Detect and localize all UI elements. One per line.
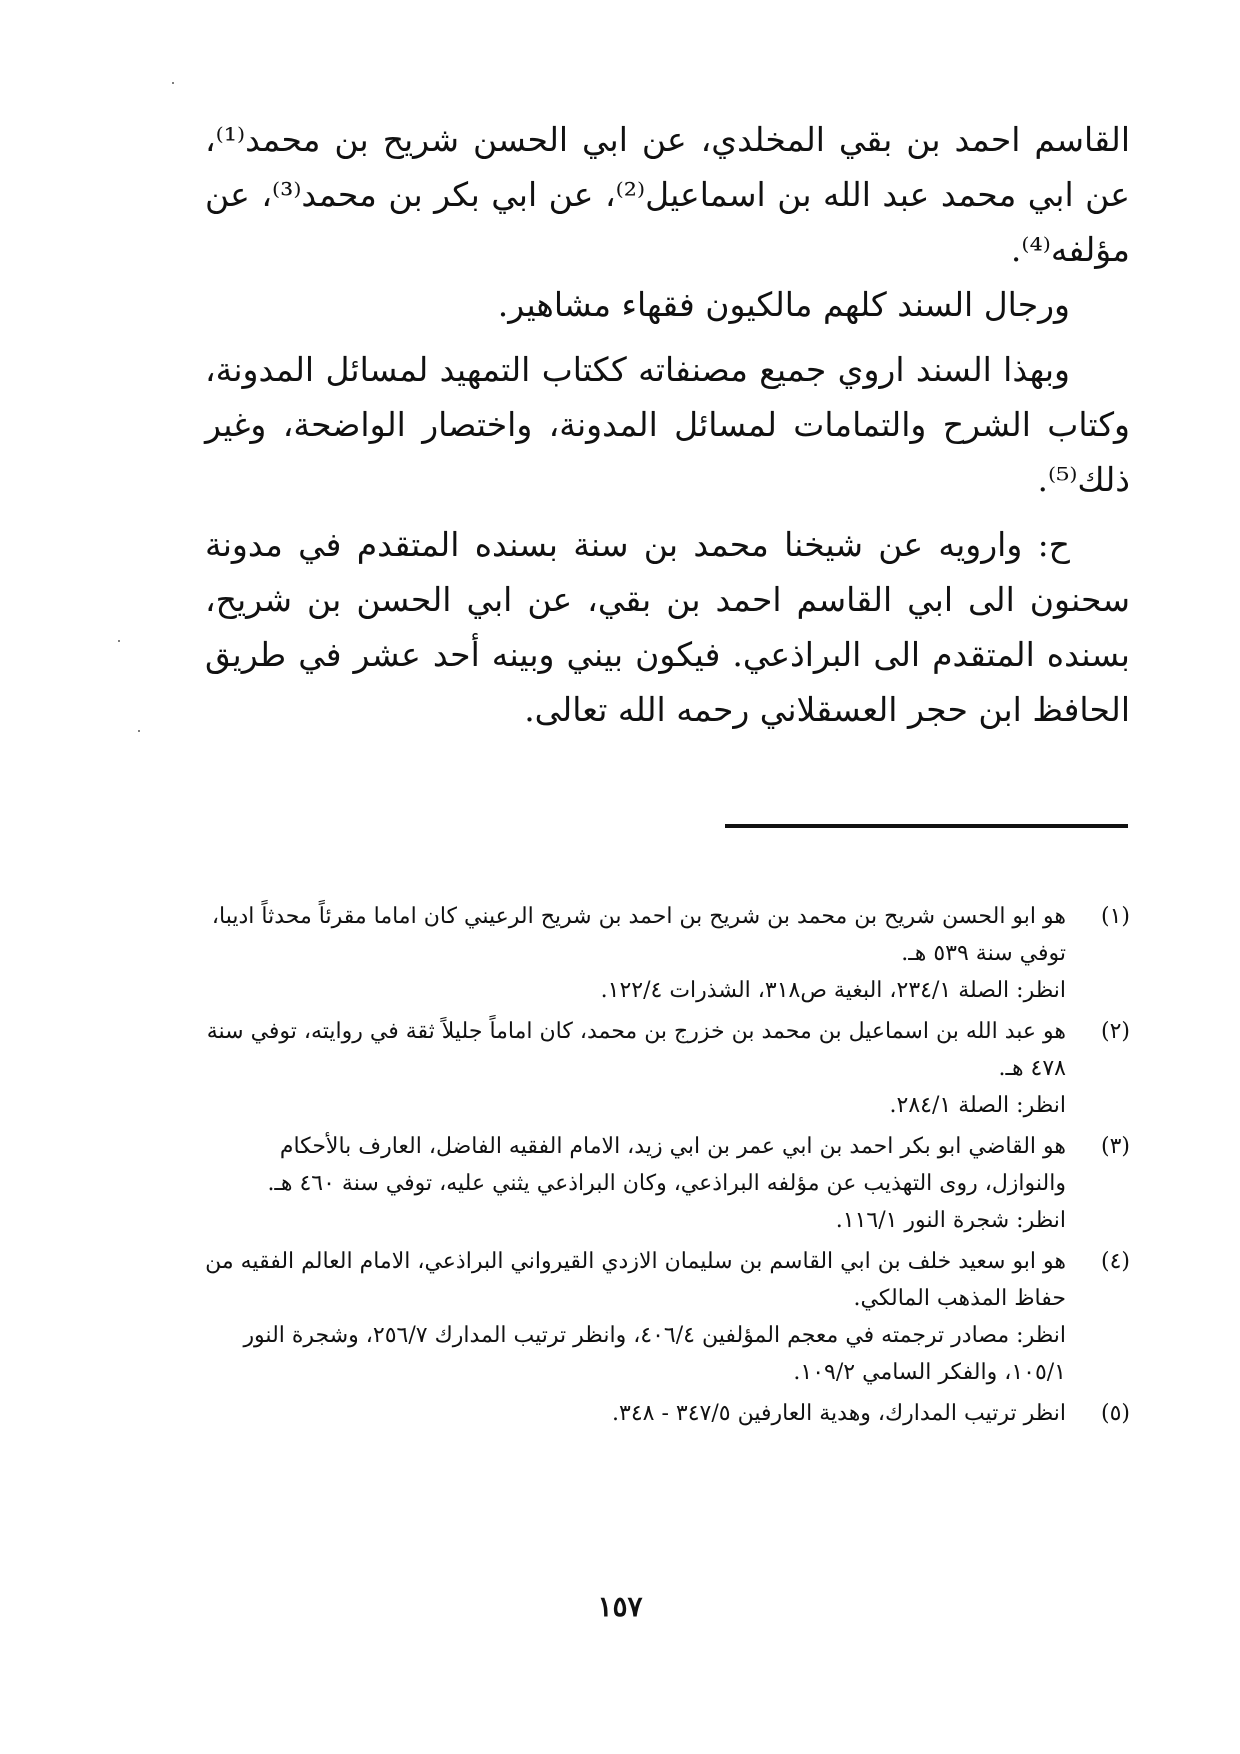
scan-speck xyxy=(172,82,174,84)
footnote-text: هو عبد الله بن اسماعيل بن محمد بن خزرج بن محمد، كان اماماً جليلاً ثقة في روايته، توفي سنة ٤٧٨ هـ. xyxy=(206,1019,1066,1081)
footnotes-section xyxy=(205,898,1130,1436)
footnote-body xyxy=(205,1243,1066,1391)
scan-speck xyxy=(138,730,140,732)
footnote-reference: انظر: شجرة النور ١١٦/١. xyxy=(835,1208,1066,1233)
footnote-reference: انظر: مصادر ترجمته في معجم المؤلفين ٤٠٦/٤، وانظر ترتيب المدارك ٢٥٦/٧، وشجرة النور ١٠٥/١، والفكر السامي ١٠٩/٢. xyxy=(243,1323,1066,1385)
footnote-body xyxy=(205,1395,1066,1432)
footnote-number: (٤) xyxy=(1100,1249,1130,1274)
paragraph-4: ح: وارويه عن شيخنا محمد بن سنة بسنده المتقدم في مدونة سحنون الى ابي القاسم احمد بن بقي، عن ابي الحسن بن شريح، بسنده المتقدم الى البراذعي. فيكون بيني وبينه أحد عشر في طريق الحافظ ابن حجر العسقلاني رحمه الله تعالى. xyxy=(205,525,1130,729)
footnote-text: هو ابو الحسن شريح بن محمد بن شريح بن احمد بن شريح الرعيني كان اماما مقرئاً محدثاً اديبا، توفي سنة ٥٣٩ هـ. xyxy=(211,904,1066,966)
paragraph-1: القاسم احمد بن بقي المخلدي، عن ابي الحسن شريح بن محمد⁽¹⁾، عن ابي محمد عبد الله بن اسماعيل⁽²⁾، عن ابي بكر بن محمد⁽³⁾، عن مؤلفه⁽⁴⁾. xyxy=(205,120,1130,269)
footnote-4 xyxy=(205,1243,1130,1391)
footnote-reference: انظر: الصلة ٢٨٤/١. xyxy=(889,1093,1066,1118)
footnote-3 xyxy=(205,1128,1130,1239)
main-text-block xyxy=(205,112,1130,737)
footnote-1 xyxy=(205,898,1130,1009)
footnote-reference: انظر: الصلة ٢٣٤/١، البغية ص٣١٨، الشذرات ١٢٢/٤. xyxy=(600,978,1066,1003)
footnote-text: هو القاضي ابو بكر احمد بن ابي عمر بن ابي زيد، الامام الفقيه الفاضل، العارف بالأحكام والنوازل، روى التهذيب عن مؤلفه البراذعي، وكان البراذعي يثني عليه، توفي سنة ٤٦٠ هـ. xyxy=(267,1134,1066,1196)
footnote-number: (٥) xyxy=(1100,1401,1130,1426)
footnote-divider xyxy=(725,824,1128,828)
page-number: ١٥٧ xyxy=(597,1590,643,1623)
footnote-text: هو ابو سعيد خلف بن ابي القاسم بن سليمان الازدي القيرواني البراذعي، الامام العالم الفقيه من حفاظ المذهب المالكي. xyxy=(205,1249,1066,1311)
footnote-body xyxy=(205,898,1066,1009)
footnote-2 xyxy=(205,1013,1130,1124)
footnote-body xyxy=(205,1128,1066,1239)
footnote-text: انظر ترتيب المدارك، وهدية العارفين ٣٤٧/٥ - ٣٤٨. xyxy=(612,1401,1066,1426)
paragraph-2: ورجال السند كلهم مالكيون فقهاء مشاهير. xyxy=(497,285,1070,324)
footnote-body xyxy=(205,1013,1066,1124)
footnote-number: (٢) xyxy=(1100,1019,1130,1044)
footnote-5 xyxy=(205,1395,1130,1432)
footnote-number: (١) xyxy=(1100,904,1130,929)
footnote-number: (٣) xyxy=(1100,1134,1130,1159)
scan-speck xyxy=(118,640,120,642)
paragraph-3: وبهذا السند اروي جميع مصنفاته ككتاب التمهيد لمسائل المدونة، وكتاب الشرح والتمامات لمسائل المدونة، واختصار الواضحة، وغير ذلك⁽⁵⁾. xyxy=(205,350,1130,499)
